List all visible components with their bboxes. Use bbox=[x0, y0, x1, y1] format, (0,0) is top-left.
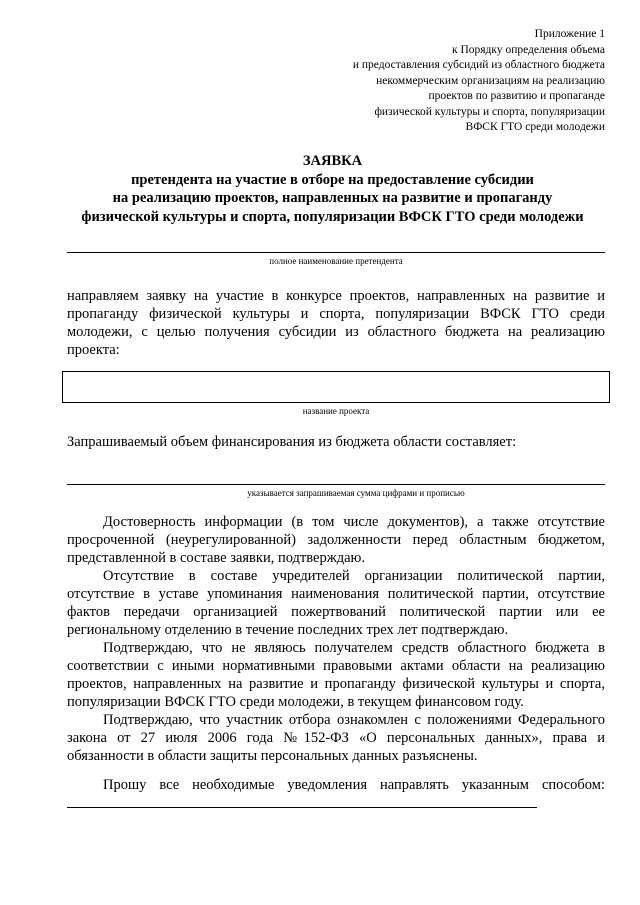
intro-paragraph: направляем заявку на участие в конкурсе проектов, направленных на развитие и пропаганду физической культуры и спорта, популяризации ВФСК ГТО среди молодежи, с целью получения субсидии из областного бюджета на реализацию проекта: bbox=[67, 288, 605, 358]
title-main: ЗАЯВКА bbox=[302, 153, 363, 169]
appendix-line: и предоставления субсидий из областного бюджета bbox=[352, 59, 605, 71]
notification-text: Прошу все необходимые уведомления направлять указанным способом: bbox=[103, 777, 605, 793]
title-line: претендента на участие в отборе на предоставление субсидии bbox=[131, 171, 534, 188]
title-line: физической культуры и спорта, популяризации ВФСК ГТО среди молодежи bbox=[81, 208, 584, 225]
title-line: на реализацию проектов, направленных на развитие и пропаганду bbox=[112, 190, 553, 206]
appendix-line: ВФСК ГТО среди молодежи bbox=[465, 121, 605, 133]
appendix-header bbox=[300, 27, 605, 136]
appendix-line: некоммерческим организациям на реализацию bbox=[376, 74, 605, 87]
statements-block bbox=[67, 513, 605, 765]
applicant-name-caption: полное наименование претендента bbox=[269, 256, 403, 266]
notification-paragraph bbox=[67, 776, 605, 813]
funding-amount-field[interactable] bbox=[67, 484, 605, 485]
appendix-line: физической культуры и спорта, популяризации bbox=[374, 105, 605, 118]
funding-amount-caption: указывается запрашиваемая сумма цифрами и прописью bbox=[247, 488, 465, 498]
project-name-caption: название проекта bbox=[302, 406, 370, 416]
statement-paragraph: Отсутствие в составе учредителей организации политической партии, отсутствие в уставе упоминания наименования политической партии, отсутствие фактов передачи организацией пожертвований политической партии или ее региональному отделению в течение последних трех лет подтверждаю. bbox=[67, 568, 605, 638]
project-name-field[interactable] bbox=[62, 371, 610, 403]
applicant-name-field[interactable] bbox=[67, 252, 605, 253]
statement-paragraph: Подтверждаю, что участник отбора ознакомлен с положениями Федерального закона от 27 июля 2006 года №152-ФЗ «О персональных данных», права и обязанности в области защиты персональных данных разъяснены. bbox=[67, 712, 605, 764]
document-title bbox=[60, 152, 605, 226]
statement-paragraph: Подтверждаю, что не являюсь получателем средств областного бюджета в соответствии с иными нормативными правовыми актами области на реализацию проектов, направленных на развитие и пропаганду физической культуры и спорта, популяризации ВФСК ГТО среди молодежи, в текущем финансовом году. bbox=[67, 640, 605, 710]
appendix-line: проектов по развитию и пропаганде bbox=[428, 90, 605, 102]
appendix-line: Приложение 1 bbox=[534, 28, 605, 40]
appendix-line: к Порядку определения объема bbox=[451, 43, 605, 56]
statement-paragraph: Достоверность информации (в том числе документов), а также отсутствие просроченной (неурегулированной) задолженности перед областным бюджетом, представленной в составе заявки, подтверждаю. bbox=[67, 514, 605, 566]
notification-method-field[interactable] bbox=[67, 794, 537, 808]
funding-label: Запрашиваемый объем финансирования из бюджета области составляет: bbox=[67, 434, 517, 450]
